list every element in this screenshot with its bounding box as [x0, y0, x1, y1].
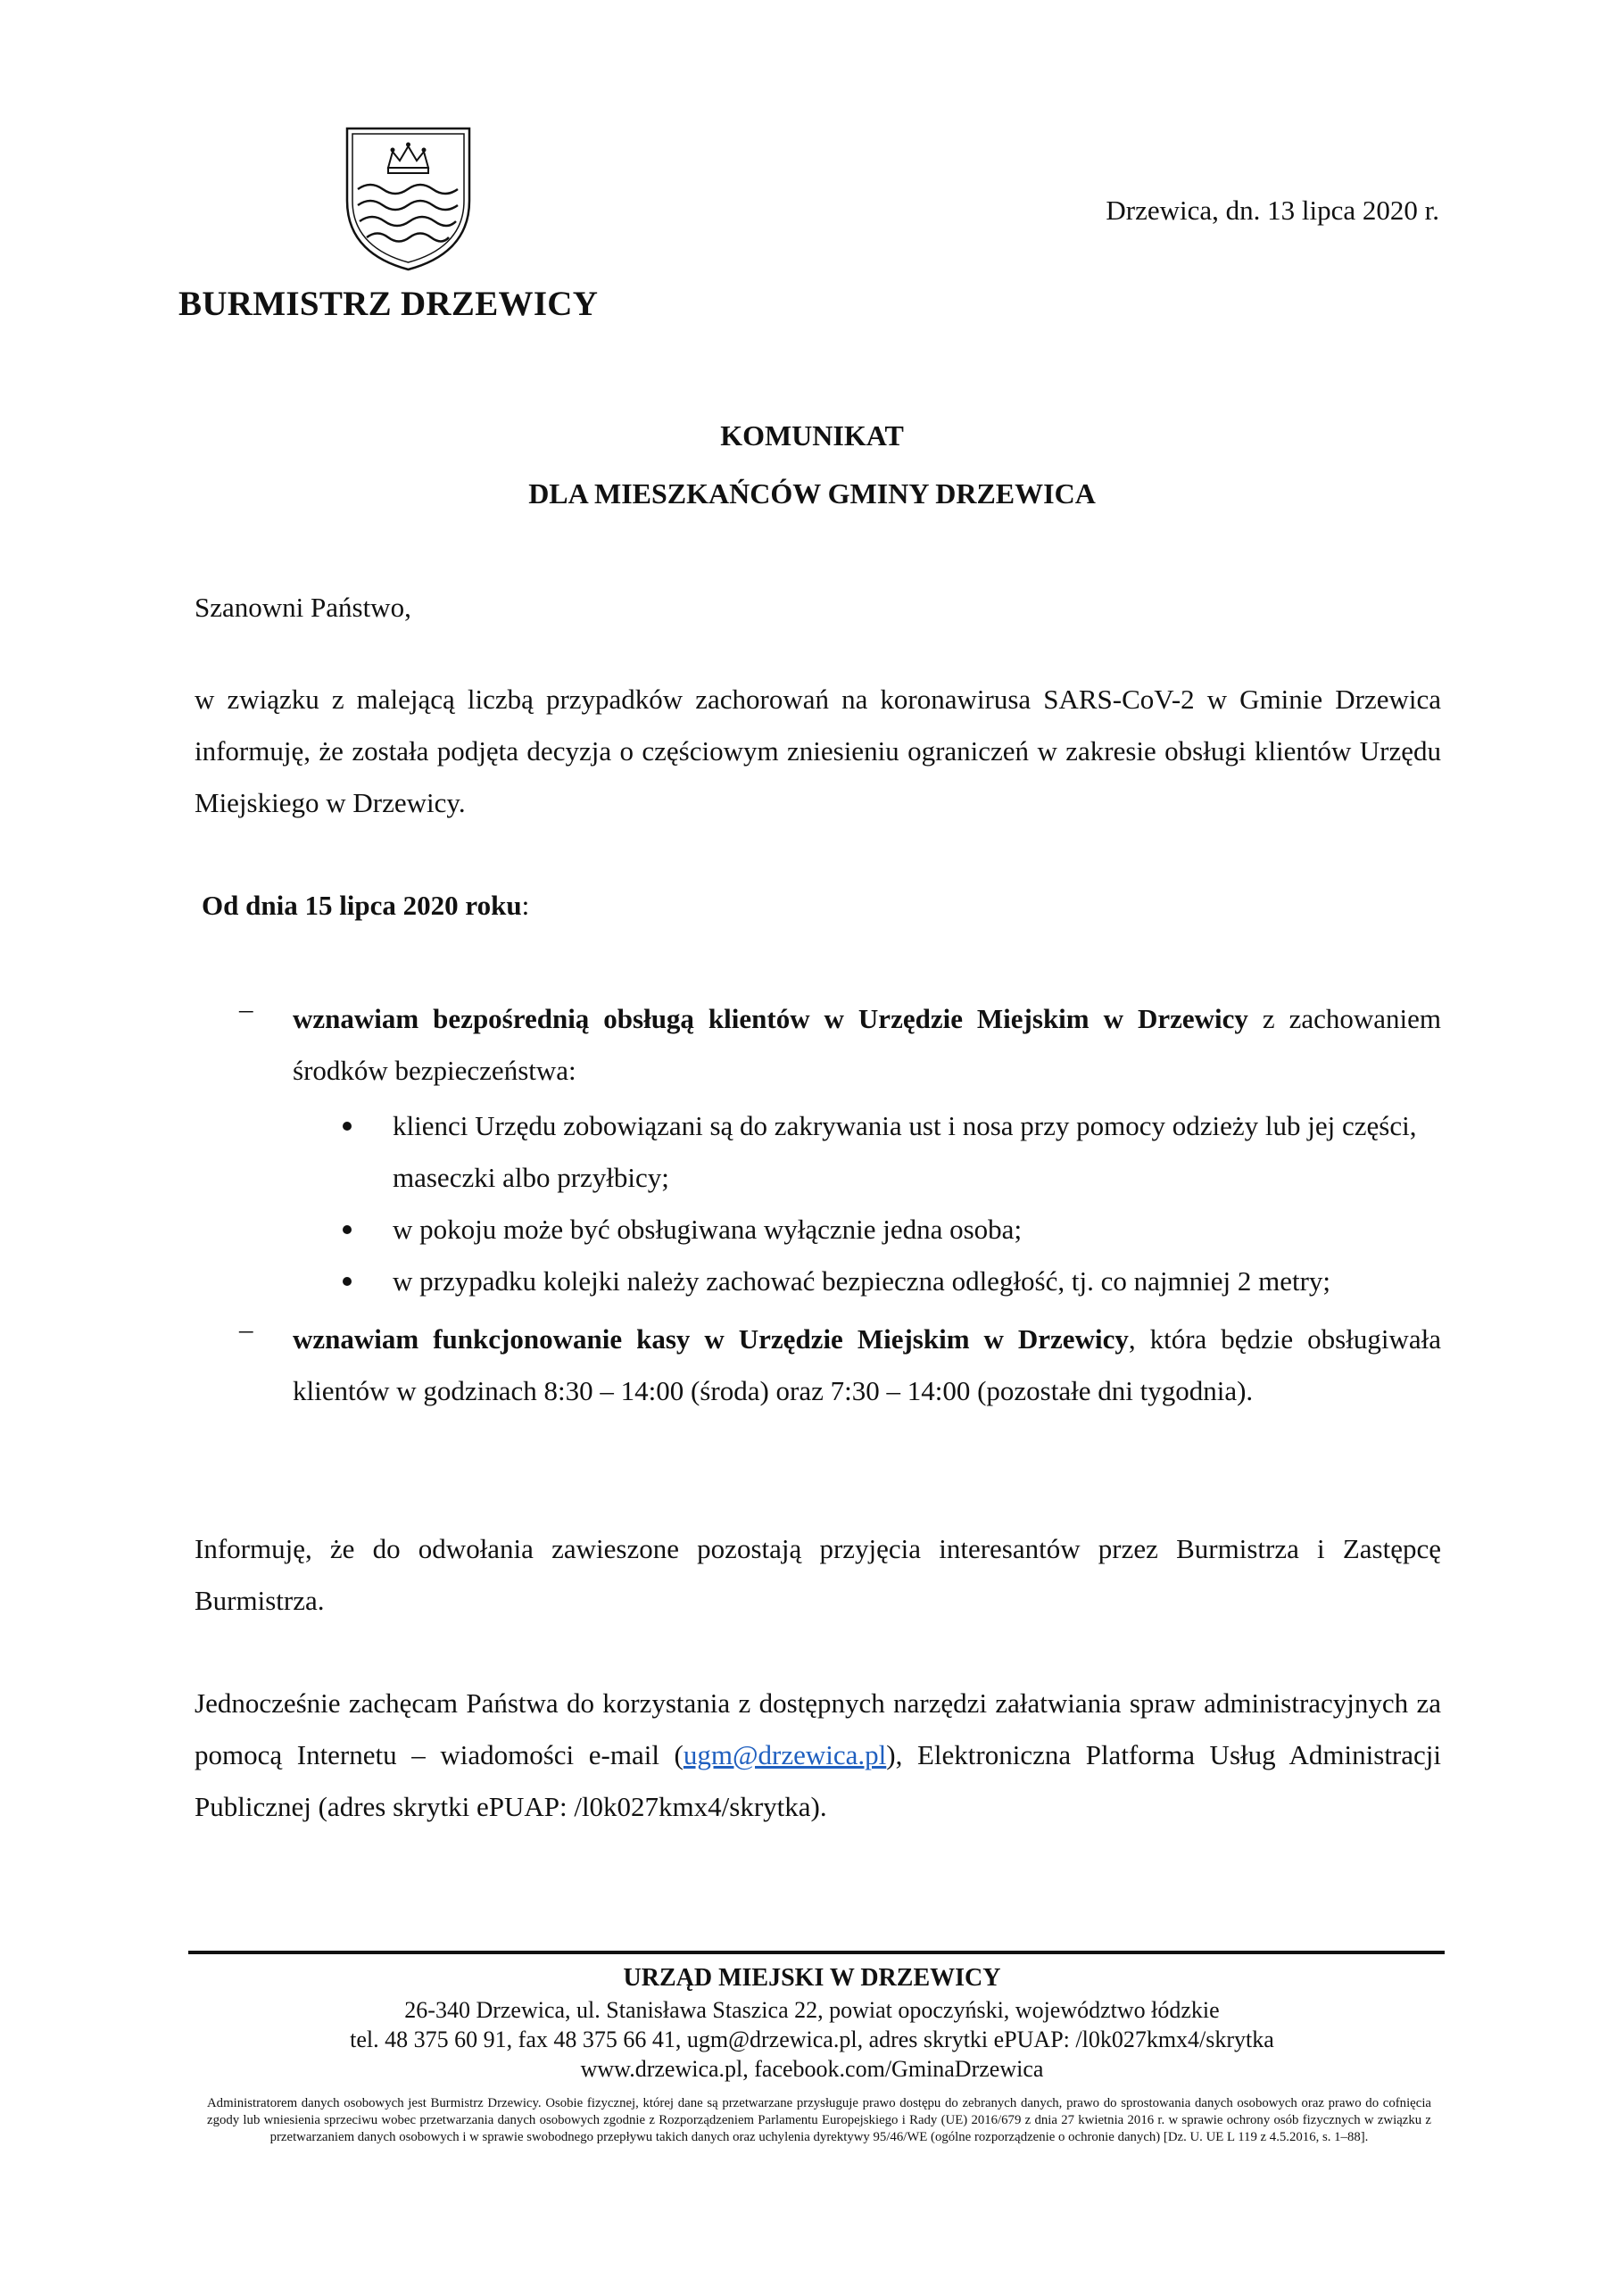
online-services-text: Jednocześnie zachęcam Państwa do korzystania z dostępnych narzędzi załatwiania spraw administracyjnych za pomocą Internetu – wiadomości e-mail ( [195, 1687, 1441, 1770]
effective-date-colon: : [521, 890, 530, 921]
bullet-icon [343, 1277, 352, 1286]
gdpr-notice: Administratorem danych osobowych jest Burmistrz Drzewicy. Osobie fizycznej, której dane są przetwarzane przysługuje prawo dostępu do zebranych danych, prawo do sprostowania danych osobowych oraz prawo do cofnięcia zgody lub wniesienia sprzeciwu wobec przetwarzania danych osobowych zgodnie z Rozporządzeniem Parlamentu Europejskiego i Rady (UE) 2016/679 z dnia 27 kwietnia 2016 r. w sprawie ochrony osób fizycznych w związku z przetwarzaniem danych osobowych i w sprawie swobodnego przepływu takich danych oraz uchylenia dyrektywy 95/46/WE (ogólne rozporządzenie o ochronie danych) [Dz. U. UE L 119 z 4.5.2016, s. 1–88]. [207, 2096, 1431, 2144]
bullet-text: w przypadku kolejki należy zachować bezpieczna odległość, tj. co najmniej 2 metry; [393, 1265, 1331, 1297]
issuer-title: BURMISTRZ DRZEWICY [178, 285, 599, 323]
list-item-service-rest: z zachowaniem środków bezpieczeństwa: [293, 1003, 1442, 1086]
list-item-cashier-bold: wznawiam funkcjonowanie kasy w Urzędzie Miejskim w Drzewicy [293, 1323, 1129, 1355]
suspension-paragraph: Informuję, że do odwołania zawieszone pozostają przyjęcia interesantów przez Burmistrza i Zastępcę Burmistrza. [195, 1533, 1441, 1616]
salutation: Szanowni Państwo, [195, 592, 411, 623]
bullet-icon [343, 1225, 352, 1234]
safety-measures-list [391, 1100, 1441, 1307]
document-subtitle: DLA MIESZKAŃCÓW GMINY DRZEWICA [528, 477, 1096, 510]
dash-marker-2: – [239, 1314, 253, 1345]
footer-office-name: URZĄD MIEJSKI W DRZEWICY [623, 1964, 1001, 1992]
document-title: KOMUNIKAT [720, 419, 904, 452]
dash-marker-1: – [239, 993, 253, 1024]
document-date: Drzewica, dn. 13 lipca 2020 r. [1106, 195, 1439, 226]
list-item-cashier-rest: , która będzie obsługiwała klientów w godzinach 8:30 – 14:00 (środa) oraz 7:30 – 14:00 (pozostałe dni tygodnia). [293, 1323, 1441, 1406]
online-services-text-end: ), Elektroniczna Platforma Usług Administracji Publicznej (adres skrytki ePUAP: /l0k027kmx4/skrytka). [195, 1739, 1441, 1822]
effective-date-heading [202, 890, 529, 922]
list-item-service-bold: wznawiam bezpośrednią obsługą klientów w Urzędzie Miejskim w Drzewicy [293, 1003, 1248, 1034]
footer-address: 26-340 Drzewica, ul. Stanisława Staszica 22, powiat opoczyński, województwo łódzkie [404, 1997, 1220, 2023]
footer-contact: tel. 48 375 60 91, fax 48 375 66 41, ugm@drzewica.pl, adres skrytki ePUAP: /l0k027kmx4/skrytka [350, 2027, 1274, 2052]
list-item [391, 1100, 1441, 1204]
footer-divider [188, 1951, 1445, 1954]
list-item-service [293, 993, 1441, 1097]
list-item-cashier [293, 1314, 1441, 1417]
bullet-text: w pokoju może być obsługiwana wyłącznie jedna osoba; [393, 1214, 1023, 1245]
footer-web: www.drzewica.pl, facebook.com/GminaDrzewica [580, 2056, 1044, 2082]
list-item [391, 1204, 1441, 1256]
bullet-text: klienci Urzędu zobowiązani są do zakrywania ust i nosa przy pomocy odzieży lub jej części, maseczki albo przyłbicy; [393, 1110, 1417, 1193]
coat-of-arms-icon [344, 125, 473, 272]
email-link[interactable]: ugm@drzewica.pl [683, 1739, 887, 1770]
effective-date: Od dnia 15 lipca 2020 roku [202, 890, 522, 921]
intro-paragraph: w związku z malejącą liczbą przypadków zachorowań na koronawirusa SARS-CoV-2 w Gminie Drzewica informuję, że została podjęta decyzja o częściowym zniesieniu ograniczeń w zakresie obsługi klientów Urzędu Miejskiego w Drzewicy. [195, 684, 1441, 818]
online-services-paragraph [195, 1678, 1441, 1833]
bullet-icon [343, 1122, 352, 1131]
list-item [391, 1256, 1441, 1307]
